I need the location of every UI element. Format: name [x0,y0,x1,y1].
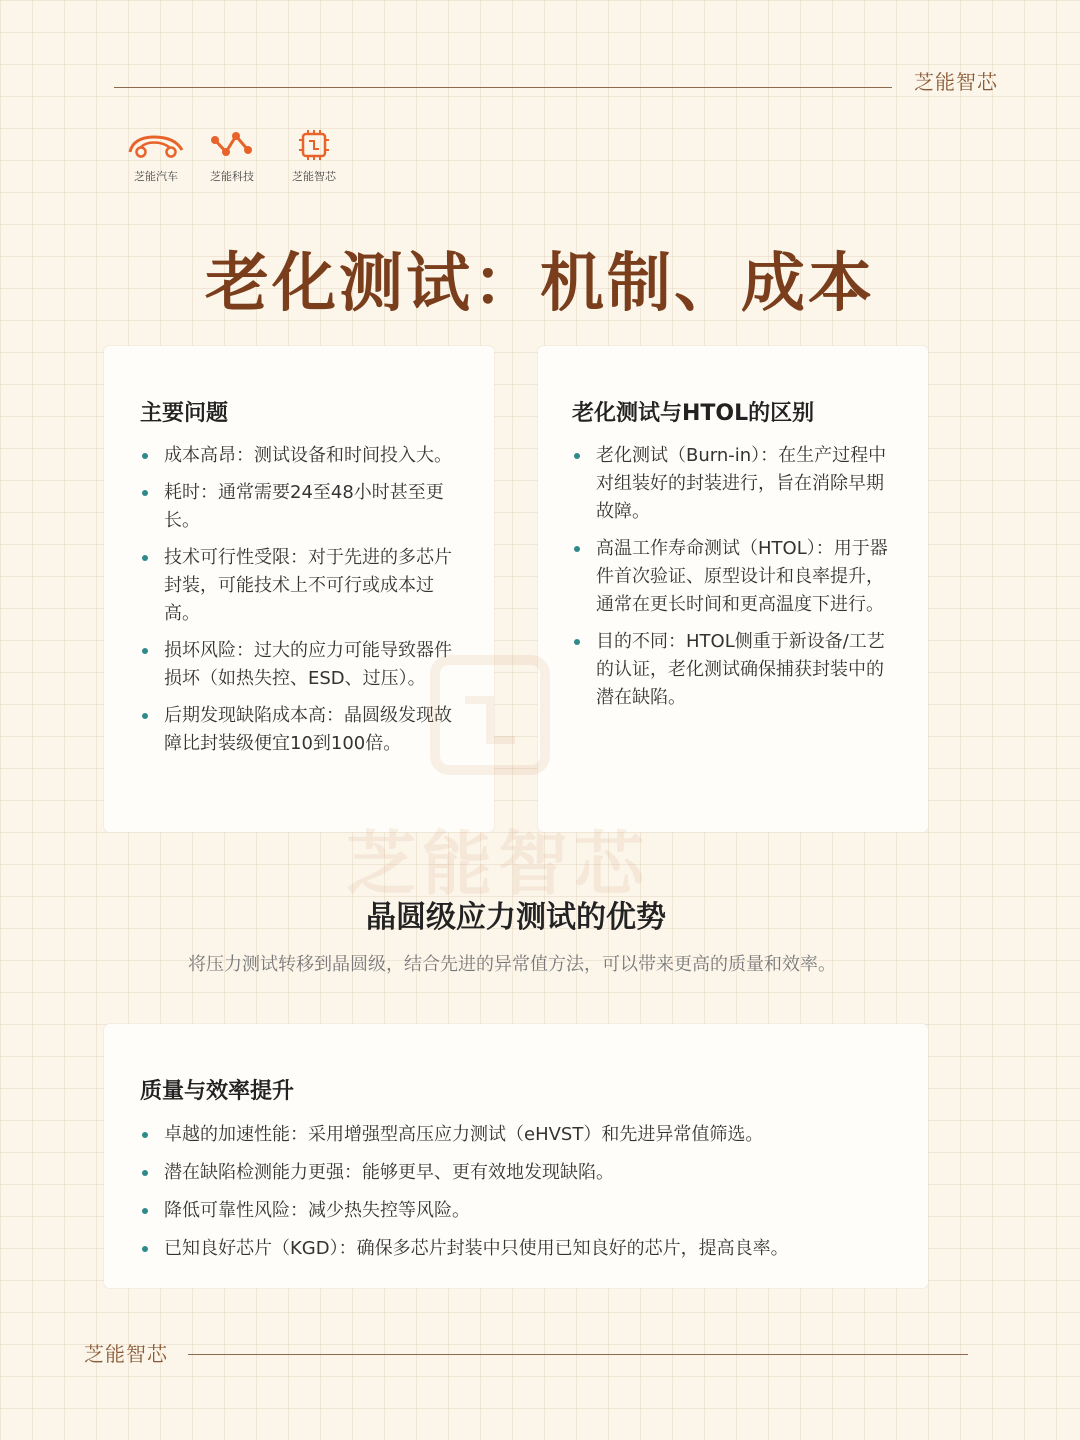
section-title: 晶圆级应力测试的优势 [366,900,666,935]
car-icon [127,132,185,158]
watermark-text: 芝能智芯 [346,823,650,905]
top-divider [114,87,892,88]
list-item: 目的不同：HTOL侧重于新设备/工艺的认证，老化测试确保捕获封装中的潜在缺陷。 [572,628,896,712]
brand-name-bottom: 芝能智芯 [84,1342,168,1366]
list-item: 耗时：通常需要24至48小时甚至更长。 [140,479,460,535]
list-item: 后期发现缺陷成本高：晶圆级发现故障比封装级便宜10到100倍。 [140,702,460,758]
list-item: 老化测试（Burn-in）：在生产过程中对组装好的封装进行，旨在消除早期故障。 [572,442,896,526]
logo-label-chip: 芝能智芯 [292,170,336,183]
logo-tech [194,128,270,184]
logo-chip [276,128,352,184]
logo-auto [118,128,194,184]
main-issues-heading: 主要问题 [140,401,229,426]
list-item: 潜在缺陷检测能力更强：能够更早、更有效地发现缺陷。 [140,1154,900,1192]
brand-name-top: 芝能智芯 [914,70,998,94]
network-icon [210,130,254,160]
list-item: 高温工作寿命测试（HTOL）：用于器件首次验证、原型设计和良率提升，通常在更长时间和更高温度下进行。 [572,535,896,619]
quality-efficiency-heading: 质量与效率提升 [140,1079,295,1104]
list-item: 技术可行性受限：对于先进的多芯片封装，可能技术上不可行或成本过高。 [140,544,460,628]
htol-diff-heading: 老化测试与HTOL的区别 [572,401,815,426]
section-subtitle: 将压力测试转移到晶圆级，结合先进的异常值方法，可以带来更高的质量和效率。 [188,954,836,975]
chip-icon [297,129,331,161]
logo-label-tech: 芝能科技 [210,170,254,183]
bottom-divider [188,1354,968,1355]
list-item: 降低可靠性风险：减少热失控等风险。 [140,1192,900,1230]
logo-row [118,128,352,184]
page-title: 老化测试：机制、成本 [205,247,875,321]
list-item: 已知良好芯片（KGD）：确保多芯片封装中只使用已知良好的芯片，提高良率。 [140,1230,900,1268]
list-item: 成本高昂：测试设备和时间投入大。 [140,442,460,470]
quality-efficiency-list [140,1116,900,1268]
quality-efficiency-card [104,1024,928,1288]
list-item: 损坏风险：过大的应力可能导致器件损坏（如热失控、ESD、过压）。 [140,637,460,693]
list-item: 卓越的加速性能：采用增强型高压应力测试（eHVST）和先进异常值筛选。 [140,1116,900,1154]
logo-label-auto: 芝能汽车 [134,170,178,183]
